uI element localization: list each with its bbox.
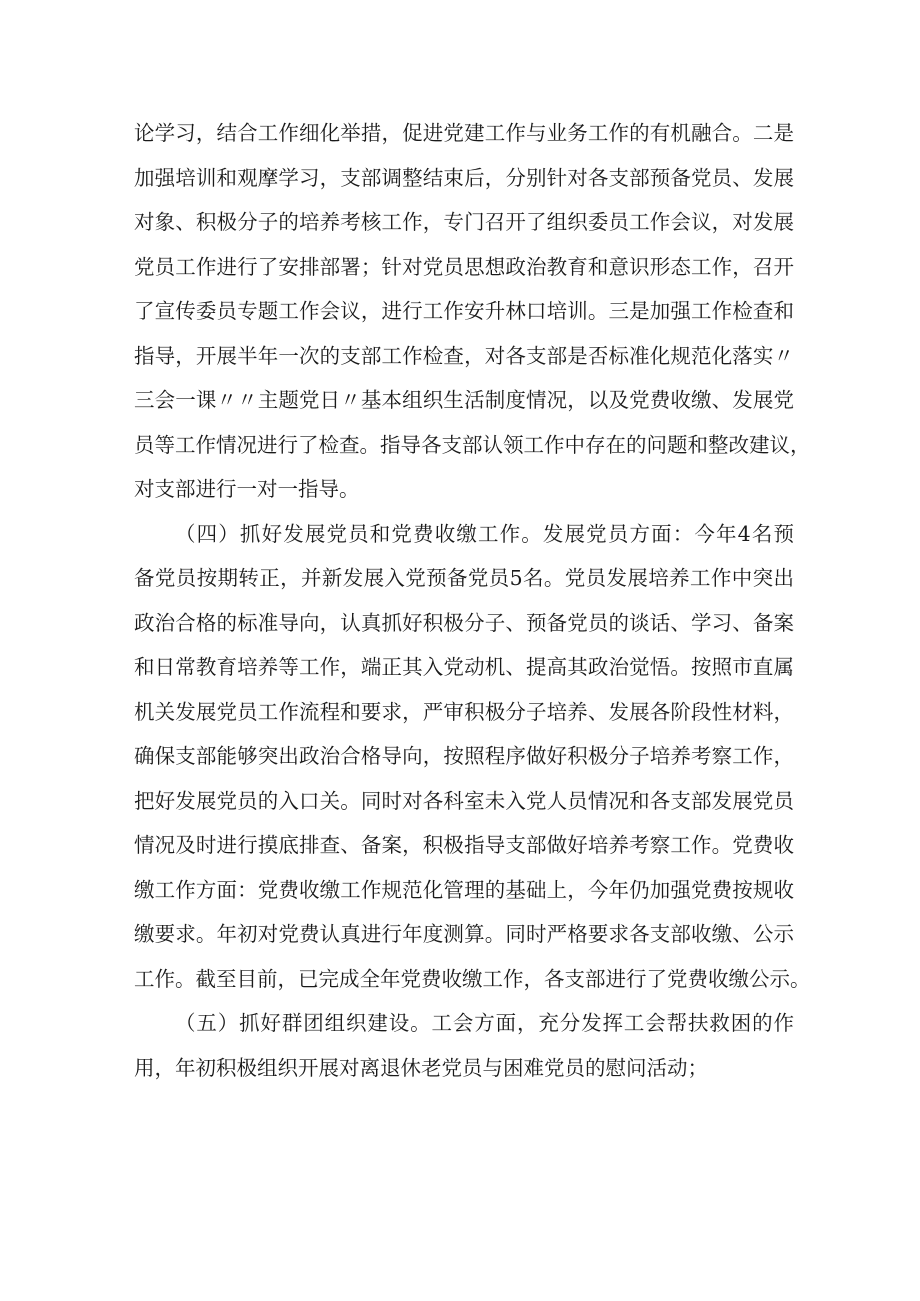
text-line: 缴要求。年初对党费认真进行年度测算。同时严格要求各支部收缴、公示	[134, 922, 794, 946]
body-text	[134, 111, 811, 1090]
text-line: 论学习，结合工作细化举措，促进党建工作与业务工作的有机融合。二是	[134, 121, 794, 145]
text-line: 把好发展党员的入口关。同时对各科室未入党人员情况和各支部发展党员	[134, 788, 794, 813]
text-line: 指导，开展半年一次的支部工作检查，对各支部是否标准化规范化落实〃	[134, 343, 794, 368]
text-line: 党员工作进行了安排部署；针对党员思想政治教育和意识形态工作，召开	[134, 254, 794, 279]
text-line: 缴工作方面：党费收缴工作规范化管理的基础上，今年仍加强党费按规收	[134, 877, 794, 902]
section-heading-line: （四）抓好发展党员和党费收缴工作。发展党员方面：今年4名预	[175, 521, 794, 546]
text-line: 员等工作情况进行了检查。指导各支部认领工作中存在的问题和整改建议，	[134, 432, 811, 457]
text-line: 三会一课〃〃主题党日〃基本组织生活制度情况，以及党费收缴、发展党	[134, 388, 794, 412]
section-heading-line: （五）抓好群团组织建设。工会方面，充分发挥工会帮扶救困的作	[175, 1011, 794, 1035]
text-line: 政治合格的标准导向，认真抓好积极分子、预备党员的谈话、学习、备案	[134, 610, 794, 635]
text-line: 加强培训和观摩学习，支部调整结束后，分别针对各支部预备党员、发展	[134, 165, 794, 190]
text-line: 对支部进行一对一指导。	[134, 477, 360, 501]
text-line: 对象、积极分子的培养考核工作，专门召开了组织委员工作会议，对发展	[134, 210, 794, 234]
text-line: 工作。截至目前，已完成全年党费收缴工作，各支部进行了党费收缴公示。	[134, 966, 811, 991]
text-line: 情况及时进行摸底排查、备案，积极指导支部做好培养考察工作。党费收	[134, 833, 794, 857]
text-line: 机关发展党员工作流程和要求，严审积极分子培养、发展各阶段性材料，	[134, 699, 794, 724]
text-line: 备党员按期转正，并新发展入党预备党员5名。党员发展培养工作中突出	[134, 566, 794, 590]
text-line: 用，年初积极组织开展对离退休老党员与困难党员的慰问活动；	[134, 1055, 708, 1080]
text-line: 了宣传委员专题工作会议，进行工作安升林口培训。三是加强工作检查和	[134, 299, 794, 323]
text-line: 确保支部能够突出政治合格导向，按照程序做好积极分子培养考察工作，	[134, 744, 794, 768]
text-line: 和日常教育培养等工作，端正其入党动机、提高其政治觉悟。按照市直属	[134, 655, 794, 679]
